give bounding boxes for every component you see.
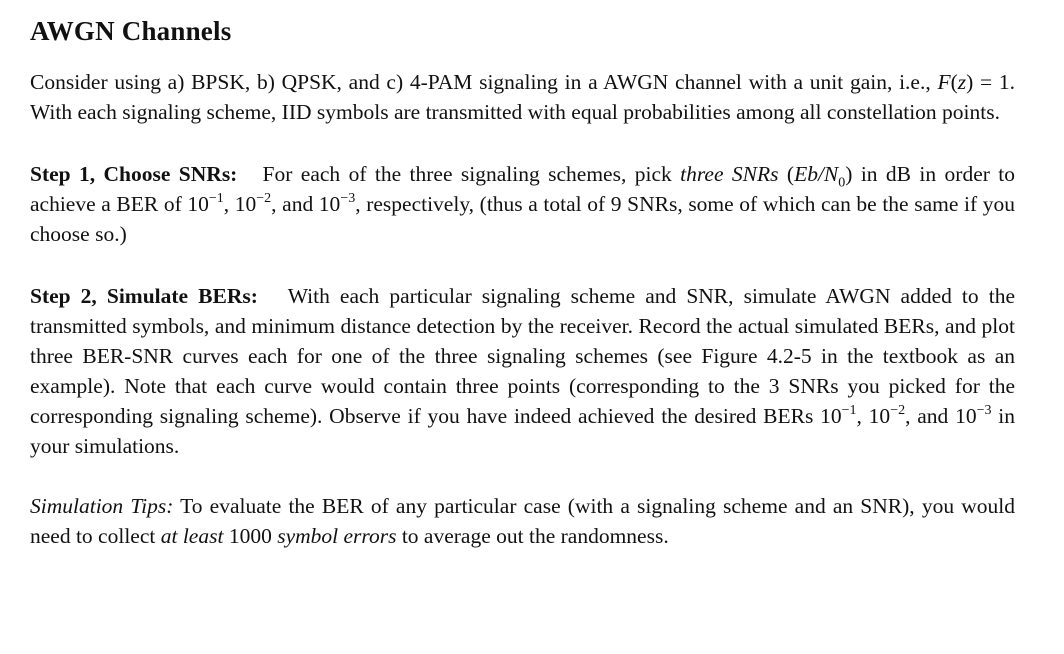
step1-text-2: ( [778,162,795,186]
step2-heading: Step 2, Simulate BERs: [30,284,258,308]
step2-text-2: , 10 [856,404,891,428]
tips-text-1: To evaluate the BER of any particular case (with a signaling scheme and an SNR), you would need to collect [30,494,1015,548]
exponent: −1 [208,190,224,206]
step1-text-4: , 10 [223,192,257,216]
tips-emphasis-1: at least [160,524,224,548]
step2-text-1: With each particular signaling scheme and SNR, simulate AWGN added to the transmitted symbols, and minimum distance detection by the receiver. Record the actual simulated BERs, and plot three BER-SNR curves each for one of the three signaling schemes (see Figure 4.2-5 in the textbook as an example). Note that each curve would contain three points (corresponding to the 3 SNRs you picked for the corresponding signaling scheme). Observe if you have indeed achieved the desired BERs 10 [30,284,1015,428]
math-z: z [957,70,967,94]
exponent: −3 [976,402,992,418]
intro-text-2: ( [950,70,958,94]
step1-text-5: , and 10 [271,192,341,216]
step1-text-1: For each of the three signaling schemes, pick [262,162,681,186]
math-eb-n0: Eb/N [794,162,839,186]
exponent: −3 [340,190,356,206]
exponent: −2 [256,190,272,206]
step1-paragraph [30,159,1015,249]
intro-text-1: Consider using a) BPSK, b) QPSK, and c) 4-PAM signaling in a AWGN channel with a unit gain, i.e., [30,70,938,94]
tips-paragraph [30,491,1015,551]
step1-text-6: , respectively, (thus a total of 9 SNRs, some of which can be the same if you choose so.) [30,192,1015,246]
document-page [30,16,1015,551]
step1-heading: Step 1, Choose SNRs: [30,162,238,186]
tips-emphasis-2: symbol errors [277,524,397,548]
step1-emphasis: three SNRs [680,162,779,186]
exponent: −1 [841,402,857,418]
step2-text-3: , and 10 [905,404,977,428]
step2-paragraph [30,281,1015,461]
tips-heading: Simulation Tips: [30,494,174,518]
intro-text-3: ) = 1. With each signaling scheme, IID symbols are transmitted with equal probabilities among all constellation points. [30,70,1015,124]
math-n0-subscript: 0 [838,175,846,191]
tips-text-3: to average out the randomness. [396,524,669,548]
tips-text-2: 1000 [223,524,278,548]
section-title: AWGN Channels [30,16,232,46]
exponent: −2 [890,402,906,418]
step1-text-3: ) in dB in order to achieve a BER of 10 [30,162,1016,216]
intro-paragraph [30,67,1015,127]
math-F: F [937,70,951,94]
step2-text-4: in your simulations. [30,404,1016,458]
